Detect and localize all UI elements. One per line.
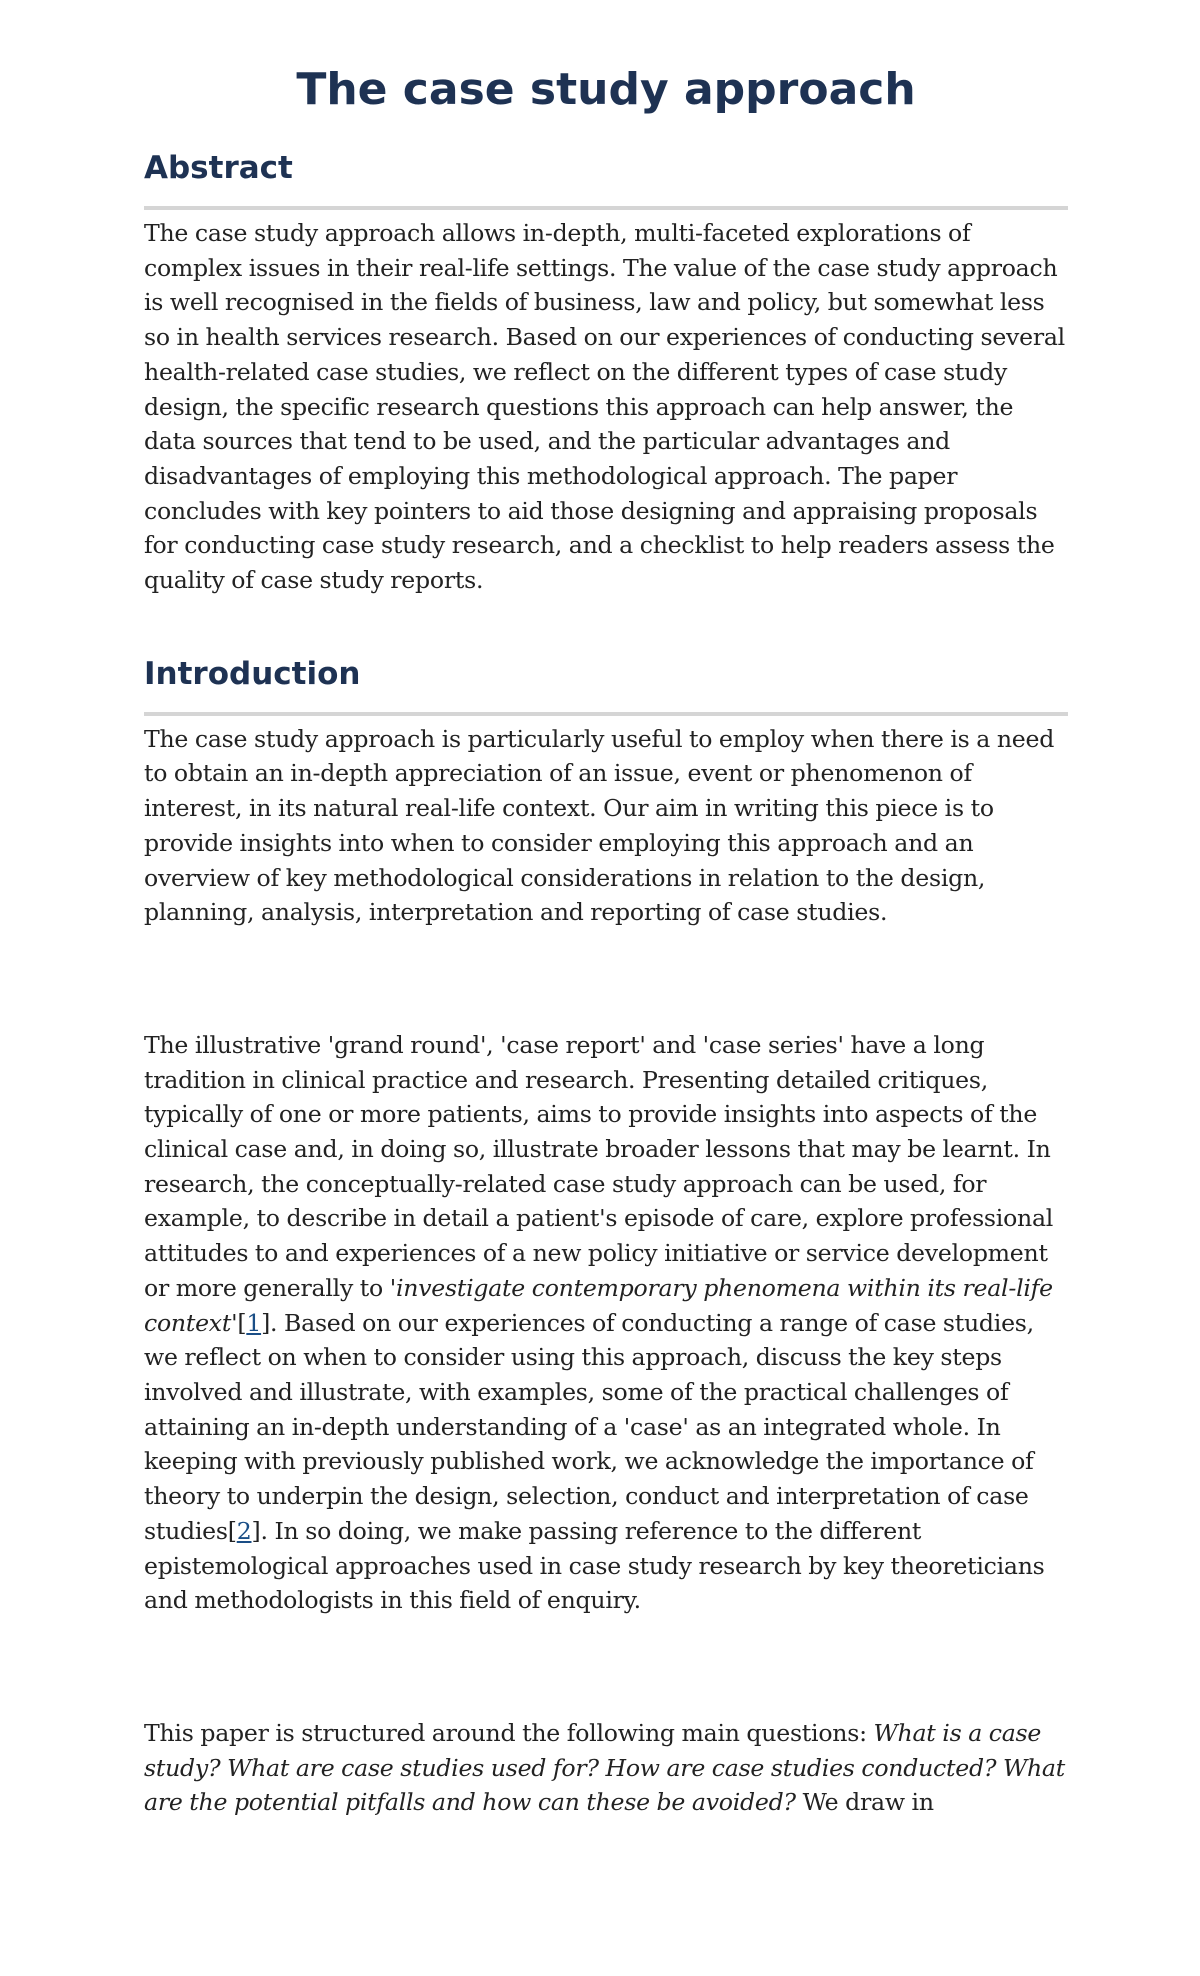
paragraph-text: This paper is structured around the following main questions:: [144, 1718, 874, 1747]
introduction-paragraph-3: [144, 1716, 1068, 1820]
introduction-paragraph-1: The case study approach is particularly useful to employ when there is a need to obtain an in-depth appreciation of an issue, event or phenomenon of interest, in its natural real-life context. Our aim in writing this piece is to provide insights into when to consider employing this approach and an overview of key methodological considerations in relation to the design, planning, analysis, interpretation and reporting of case studies.: [144, 724, 1055, 927]
reference-link-2[interactable]: 2: [236, 1516, 252, 1545]
reference-link-1[interactable]: 1: [246, 1308, 262, 1337]
article: [144, 0, 1068, 1820]
introduction-paragraph-2: The illustrative 'grand round', 'case report' and 'case series' have a long tradition in clinical practice and research. Presenting detailed critiques, typically of one or more patients, aims to provide insights into aspects of the clinical case and, in doing so, illustrate broader lessons that may be learnt. In research, the conceptually-related case study approach can be used, for example, to describe in detail a patient's episode of care, explore professional attitudes to and experiences of a new policy initiative or service development or more generally to 'investigate contemporary phenomena within its real-life context'[1]. Based on our experiences of conducting a range of case studies, we reflect on when to consider using this approach, discuss the key steps involved and illustrate, with examples, some of the practical challenges of attaining an in-depth understanding of a 'case' as an integrated whole. In keeping with previously published work, we acknowledge the importance of theory to underpin the design, selection, conduct and interpretation of case studies[2]. In so doing, we make passing reference to the different epistemological approaches used in case study research by key theoreticians and methodologists in this field of enquiry.: [144, 1030, 1054, 1615]
abstract-divider: [144, 206, 1068, 210]
abstract-heading: Abstract: [144, 150, 293, 186]
paragraph-text: We draw in: [795, 1788, 934, 1817]
paragraph-text: The illustrative 'grand round', 'case report' and 'case series' have a long tradition in clinical practice and research. Presenting detailed critiques, typically of one or more patients, aims to provide insights into aspects of the clinical case and, in doing so, illustrate broader lessons that may be learnt. In research, the conceptually-related case study approach can be used, for example, to describe in detail a patient's episode of care, explore professional attitudes to and experiences of a new policy initiative or service development or more generally to: [144, 1030, 1054, 1302]
paragraph-text: . Based on our experiences of conducting a range of case studies, we reflect on when to consider using this approach, discuss the key steps involved and illustrate, with examples, some of the practical challenges of attaining an in-depth understanding of a 'case' as an integrated whole. In keeping with previously published work, we acknowledge the importance of theory to underpin the design, selection, conduct and interpretation of case studies: [144, 1308, 1034, 1545]
abstract-text: The case study approach allows in-depth, multi-faceted explorations of complex issues in their real-life settings. The value of the case study approach is well recognised in the fields of business, law and policy, but somewhat less so in health services research. Based on our experiences of conducting several health-related case studies, we reflect on the different types of case study design, the specific research questions this approach can help answer, the data sources that tend to be used, and the particular advantages and disadvantages of employing this methodological approach. The paper concludes with key pointers to aid those designing and appraising proposals for conducting case study research, and a checklist to help readers assess the quality of case study reports.: [144, 219, 1065, 595]
paragraph-text: . In so doing, we make passing reference to the different epistemological approaches used in case study research by key theoreticians and methodologists in this field of enquiry.: [144, 1516, 1045, 1615]
italic-quote: 'investigate contemporary phenomena within its real-life context': [144, 1273, 1053, 1337]
introduction-divider: [144, 712, 1068, 716]
italic-questions: What is a case study? What are case studies used for? How are case studies conducted? What are the potential pitfalls and how can these be avoided?: [144, 1718, 1065, 1817]
introduction-heading: Introduction: [144, 655, 361, 692]
page-title: The case study approach: [296, 64, 916, 115]
